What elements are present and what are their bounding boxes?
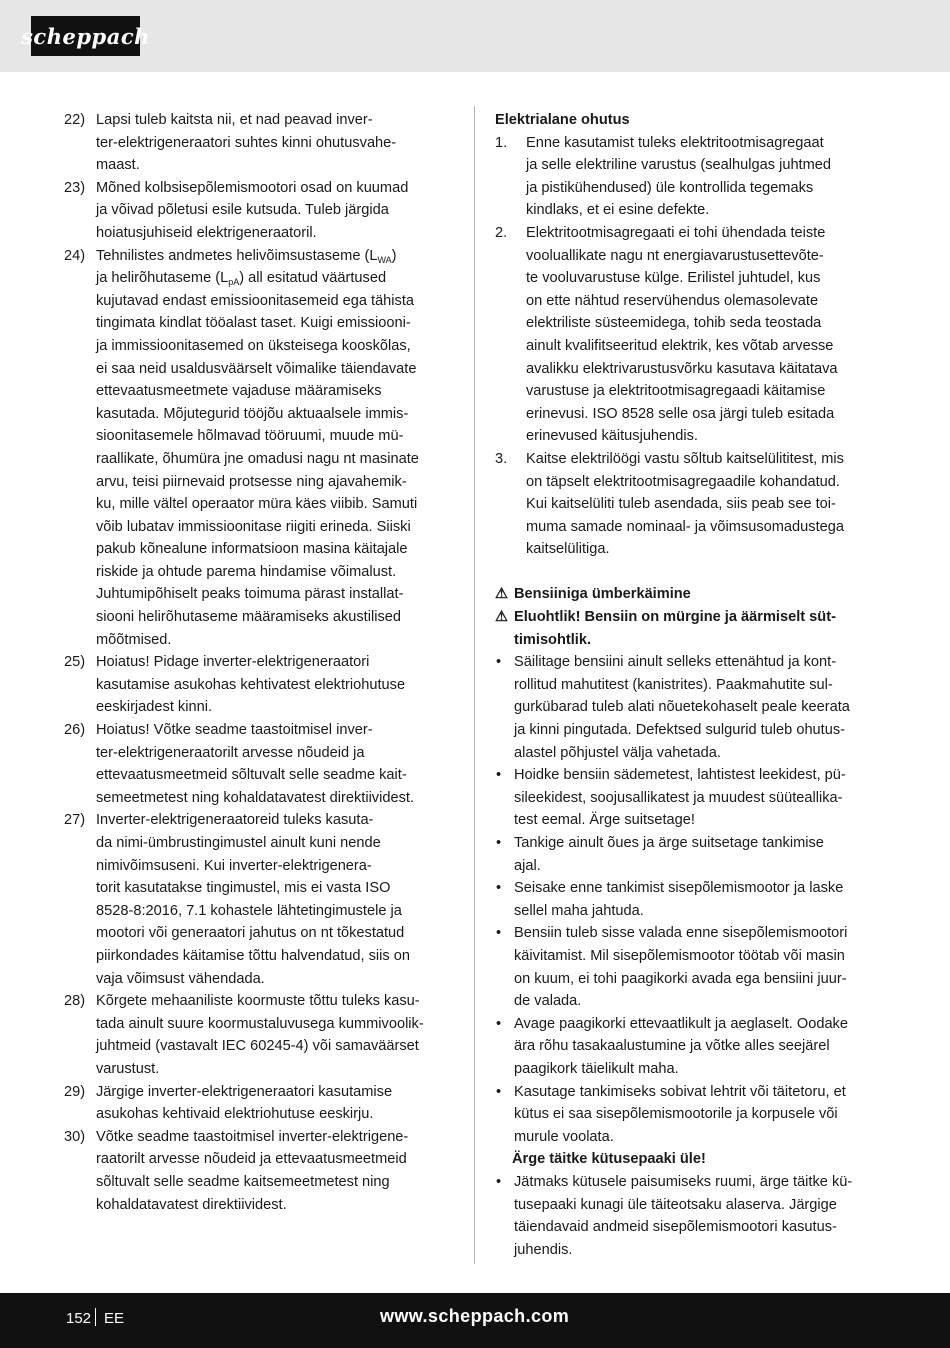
item-number: 23) bbox=[64, 179, 86, 196]
safety-item-24 bbox=[64, 245, 460, 652]
text-line: sõltuvalt selle seadme kaitsemeetmetest ning bbox=[96, 1173, 390, 1190]
text-line: Võtke seadme taastoitmisel inverter-elektrigene- bbox=[96, 1128, 409, 1145]
electric-safety-heading: Elektrialane ohutus bbox=[495, 112, 630, 128]
item-number: 1. bbox=[495, 134, 508, 151]
safety-item-25 bbox=[64, 651, 460, 719]
text-line: tada ainult suure koormustaluvusega kummivoolik- bbox=[96, 1015, 424, 1032]
text-line: pakub kõnealune informatsioon masina käitajale bbox=[96, 541, 408, 558]
text-line: ettevaatusmeetmeid sõltuvalt selle seadme kait- bbox=[96, 767, 407, 784]
electric-item-1 bbox=[495, 132, 887, 222]
text-line: Juhtumipõhiselt peaks toimuma pärast installat- bbox=[96, 586, 404, 603]
text-line: ter-elektrigeneraatori suhtes kinni ohutusvahe- bbox=[96, 134, 397, 151]
item-number: 24) bbox=[64, 247, 86, 264]
text-line: vaja võimsust vähendada. bbox=[96, 970, 265, 987]
text-line: ja selle elektriline varustus (sealhulgas juhtmed bbox=[526, 157, 832, 174]
bullet-item bbox=[495, 651, 887, 764]
text-line bbox=[96, 245, 460, 268]
column-divider bbox=[474, 106, 475, 1264]
text-line: ainult kvalifitseeritud elektrik, kes võtab arvesse bbox=[526, 337, 834, 354]
text-line: asukohas kehtivaid elektriohutuse eeskirju. bbox=[96, 1106, 374, 1123]
text-line: Kasutage tankimiseks sobivat lehtrit või täitetoru, et bbox=[514, 1083, 846, 1100]
text-line: raatorilt arvesse nõudeid ja ettevaatusmeetmeid bbox=[96, 1151, 407, 1168]
text-line: paagikork täielikult maha. bbox=[514, 1060, 679, 1077]
safety-item-22 bbox=[64, 109, 460, 177]
text-line: Lapsi tuleb kaitsta nii, et nad peavad inver- bbox=[96, 112, 373, 128]
header-bar bbox=[0, 0, 950, 72]
text-line: kindlaks, et ei esine defekte. bbox=[526, 202, 710, 219]
spacer bbox=[495, 561, 887, 584]
item-number: 2. bbox=[495, 224, 508, 241]
safety-item-23 bbox=[64, 177, 460, 245]
text-line: timisohtlik. bbox=[514, 631, 592, 648]
text-line: kütus ei saa sisepõlemismootorile ja korpusele või bbox=[514, 1106, 838, 1123]
text-line: riskide ja ohtude parema hindamise võimalust. bbox=[96, 563, 397, 580]
text-line: te vooluvarustuse külge. Erilistel juhtudel, kus bbox=[526, 270, 821, 287]
text-line: Järgige inverter-elektrigeneraatori kasutamise bbox=[96, 1083, 393, 1100]
text-line: ku, mille vältel operaator müra käes viibib. Samuti bbox=[96, 496, 418, 513]
bullet-icon: • bbox=[496, 835, 502, 851]
text-line: Jätmaks kütusele paisumiseks ruumi, ärge täitke kü- bbox=[514, 1173, 853, 1190]
text-line: nimivõimsuseni. Kui inverter-elektrigenera- bbox=[96, 857, 372, 874]
warning-triangle-icon: ⚠ bbox=[495, 609, 509, 626]
text-fragment: ) all esitatud väärtused bbox=[239, 270, 387, 287]
subscript-wa: WA bbox=[377, 254, 392, 265]
text-line: ja kinni pingutada. Defektsed sulgurid tuleb ohutus- bbox=[514, 722, 846, 739]
item-number: 26) bbox=[64, 722, 86, 739]
text-line: Elektritootmisagregaati ei tohi ühendada teiste bbox=[526, 224, 826, 241]
text-line: ja pistikühendused) üle kontrollida tegemaks bbox=[526, 179, 814, 196]
text-line: rollitud mahutitest (kanistrites). Paakmahutite sul- bbox=[514, 676, 833, 693]
text-line: Hoiatus! Pidage inverter-elektrigeneraatori bbox=[96, 654, 370, 671]
text-line: vooluallikate nagu nt energiavarustusettevõte- bbox=[526, 247, 824, 264]
text-line: ajal. bbox=[514, 857, 541, 874]
bullet-icon: • bbox=[496, 1083, 502, 1100]
text-line: gurkübarad tuleb alati nõuetekohaselt peale keerata bbox=[514, 699, 850, 716]
bullet-item bbox=[495, 922, 887, 1012]
text-line: avalikku elektrivarustusvõrku kasutava käitatava bbox=[526, 360, 838, 377]
item-number: 29) bbox=[64, 1083, 86, 1100]
text-line: kujutavad endast emissioonitasemeid ega tähista bbox=[96, 292, 415, 309]
left-column bbox=[64, 109, 460, 1216]
text-line: maast. bbox=[96, 157, 140, 174]
text-line: erinevused käitusjuhendis. bbox=[526, 428, 698, 445]
text-line: Seisake enne tankimist sisepõlemismootor ja laske bbox=[514, 880, 844, 897]
text-line: mõõtmised. bbox=[96, 631, 172, 648]
text-line: Hoidke bensiin sädemetest, lahtistest leekidest, pü- bbox=[514, 767, 846, 784]
text-line: juhtmeid (vastavalt IEC 60245-4) või samaväärset bbox=[96, 1038, 419, 1055]
item-number: 30) bbox=[64, 1128, 86, 1145]
text-line bbox=[96, 267, 460, 290]
text-line: sileekidest, soojusallikatest ja muudest süüteallika- bbox=[514, 789, 843, 806]
text-line: muma samade nominaal- ja võimsusomadustega bbox=[526, 518, 844, 535]
bullet-icon: • bbox=[496, 880, 502, 897]
text-line: mootori või generaatori jahutus on nt tõkestatud bbox=[96, 925, 405, 942]
bullet-item bbox=[495, 1171, 887, 1261]
item-number: 27) bbox=[64, 812, 86, 829]
text-line: juhendis. bbox=[514, 1241, 573, 1258]
text-line: on kuum, ei tohi paagikorki avada ega bensiini juur- bbox=[514, 970, 847, 987]
safety-item-28 bbox=[64, 990, 460, 1080]
text-line: Mõned kolbsisepõlemismootori osad on kuumad bbox=[96, 179, 409, 196]
text-line: alastel põhjustel välja vahetada. bbox=[514, 744, 721, 761]
safety-item-27 bbox=[64, 809, 460, 990]
electric-item-3 bbox=[495, 448, 887, 561]
safety-item-26 bbox=[64, 719, 460, 809]
text-line: on täpselt elektritootmisagregaadile kohandatud. bbox=[526, 473, 840, 490]
footer-bar bbox=[0, 1293, 950, 1348]
text-line: Inverter-elektrigeneraatoreid tuleks kasuta- bbox=[96, 812, 374, 829]
text-line: Eluohtlik! Bensiin on mürgine ja äärmiselt süt- bbox=[514, 609, 836, 626]
website-url[interactable]: www.scheppach.com bbox=[380, 1306, 570, 1326]
text-fragment: Tehnilistes andmetes helivõimsustaseme (L bbox=[96, 247, 378, 264]
text-line: sellel maha jahtuda. bbox=[514, 902, 644, 919]
safety-item-30 bbox=[64, 1126, 460, 1216]
text-line: on ette nähtud reservühendus olemasolevate bbox=[526, 292, 819, 309]
language-code: EE bbox=[104, 1310, 125, 1327]
text-line: semeetmetest ning kohaldatavatest direktiividest. bbox=[96, 789, 414, 806]
text-line: test eemal. Ärge suitsetage! bbox=[514, 812, 695, 829]
bullet-icon: • bbox=[496, 654, 502, 671]
fuel-handling-heading bbox=[495, 583, 887, 606]
text-line: Kõrgete mehaaniliste koormuste tõttu tuleks kasu- bbox=[96, 993, 420, 1010]
text-line: ettevaatusmeetmete vajaduse määramiseks bbox=[96, 383, 382, 400]
text-line: Tankige ainult õues ja ärge suitsetage tankimise bbox=[514, 835, 824, 851]
heading-text: Bensiiniga ümberkäimine bbox=[514, 586, 691, 603]
warning-triangle-icon: ⚠ bbox=[495, 586, 509, 603]
bullet-item bbox=[495, 877, 887, 922]
text-line: kasutada. Mõjutegurid tööjõu aktuaalsele immis- bbox=[96, 405, 409, 422]
text-line: kohaldatavatest direktiividest. bbox=[96, 1196, 287, 1213]
right-column bbox=[495, 109, 887, 1261]
item-number: 22) bbox=[64, 112, 86, 128]
text-line: Avage paagikorki ettevaatlikult ja aeglaselt. Oodake bbox=[514, 1015, 848, 1032]
text-line: ja võivad põletusi esile kutsuda. Tuleb järgida bbox=[96, 202, 389, 219]
text-line: Kaitse elektrilöögi vastu sõltub kaitselülititest, mis bbox=[526, 450, 844, 467]
item-number: 28) bbox=[64, 993, 86, 1010]
text-line: de valada. bbox=[514, 993, 582, 1010]
text-line: varustust. bbox=[96, 1060, 160, 1077]
text-line: tusepaaki kunagi üle täiteotsaku alaserva. Järgige bbox=[514, 1196, 837, 1213]
text-line: da nimi-ümbrustingimustel ainult kuni nende bbox=[96, 835, 381, 851]
bullet-icon: • bbox=[496, 925, 502, 942]
safety-item-29 bbox=[64, 1081, 460, 1126]
bullet-icon: • bbox=[496, 767, 502, 784]
text-line: sioonitasemele hõlmavad tööruumi, muude mü- bbox=[96, 428, 404, 445]
item-number: 3. bbox=[495, 450, 508, 467]
bullet-item bbox=[495, 832, 887, 877]
item-number: 25) bbox=[64, 654, 86, 671]
text-line: eeskirjadest kinni. bbox=[96, 699, 212, 716]
text-fragment: ) bbox=[391, 247, 397, 264]
electric-item-2 bbox=[495, 222, 887, 448]
subscript-pa: pA bbox=[228, 277, 240, 288]
text-line: raallikate, õhumüra jne omadusi nagu nt masinate bbox=[96, 450, 419, 467]
text-line: ei saa neid usaldusväärselt võimalike täiendavate bbox=[96, 360, 417, 377]
text-line: kasutamise asukohas kehtivatest elektriohutuse bbox=[96, 676, 406, 693]
bullet-item bbox=[495, 1013, 887, 1081]
text-line: Kui kaitselüliti tuleb asendada, siis peab see toi- bbox=[526, 496, 836, 513]
text-line: kaitselülitiga. bbox=[526, 541, 610, 558]
bullet-item bbox=[495, 1081, 887, 1149]
text-line: ja immissioonitasemed on üksteisega kooskõlas, bbox=[96, 337, 411, 354]
text-line: torit kasutatakse tingimustel, mis ei vasta ISO bbox=[96, 880, 391, 897]
bullet-icon: • bbox=[496, 1015, 502, 1032]
text-line: piirkondades käitamise tõttu halvendatud, siis on bbox=[96, 947, 410, 964]
text-line: varustuse ja elektritootmisagregaadi käitamise bbox=[526, 383, 826, 400]
text-line: ter-elektrigeneraatorilt arvesse nõudeid ja bbox=[96, 744, 365, 761]
text-line: Enne kasutamist tuleks elektritootmisagregaat bbox=[526, 134, 824, 151]
text-fragment: ja helirõhutaseme (L bbox=[96, 270, 229, 287]
text-line: 8528-8:2016, 7.1 kohastele lähtetingimustele ja bbox=[96, 902, 402, 919]
text-line: tingimata kindlat tööalast taset. Kuigi emissiooni- bbox=[96, 315, 411, 332]
text-line: siooni helirõhutaseme määramiseks akustilised bbox=[96, 609, 401, 626]
bullet-icon: • bbox=[496, 1173, 502, 1190]
danger-warning bbox=[495, 606, 887, 651]
text-line: võib lubatav immissioonitase riigiti erineda. Siiski bbox=[96, 518, 411, 535]
footer-separator bbox=[95, 1308, 96, 1326]
scheppach-logo: scheppach bbox=[31, 16, 140, 56]
text-line: täiendavaid andmeid sisepõlemismootori kasutus- bbox=[514, 1219, 837, 1236]
bullet-item bbox=[495, 764, 887, 832]
text-line: elektriliste süsteemidega, tohib seda teostada bbox=[526, 315, 822, 332]
text-line: erinevusi. ISO 8528 selle osa järgi tuleb esitada bbox=[526, 405, 835, 422]
text-line: Bensiin tuleb sisse valada enne sisepõlemismootori bbox=[514, 925, 848, 942]
overfill-warning: Ärge täitke kütusepaaki üle! bbox=[512, 1151, 706, 1168]
text-line: Säilitage bensiini ainult selleks ettenähtud ja kont- bbox=[514, 654, 837, 671]
text-line: Hoiatus! Võtke seadme taastoitmisel inver- bbox=[96, 722, 373, 739]
text-line: hoiatusjuhiseid elektrigeneraatoril. bbox=[96, 224, 317, 241]
text-line: arvu, teisi piirnevaid protsesse ning ajavahemik- bbox=[96, 473, 407, 490]
page-number: 152 bbox=[66, 1310, 92, 1327]
text-line: ära rõhu tasakaalustumine ja võtke alles seejärel bbox=[514, 1038, 830, 1055]
text-line: murule voolata. bbox=[514, 1128, 614, 1145]
text-line: käivitamist. Mil sisepõlemismootor töötab või masin bbox=[514, 947, 845, 964]
